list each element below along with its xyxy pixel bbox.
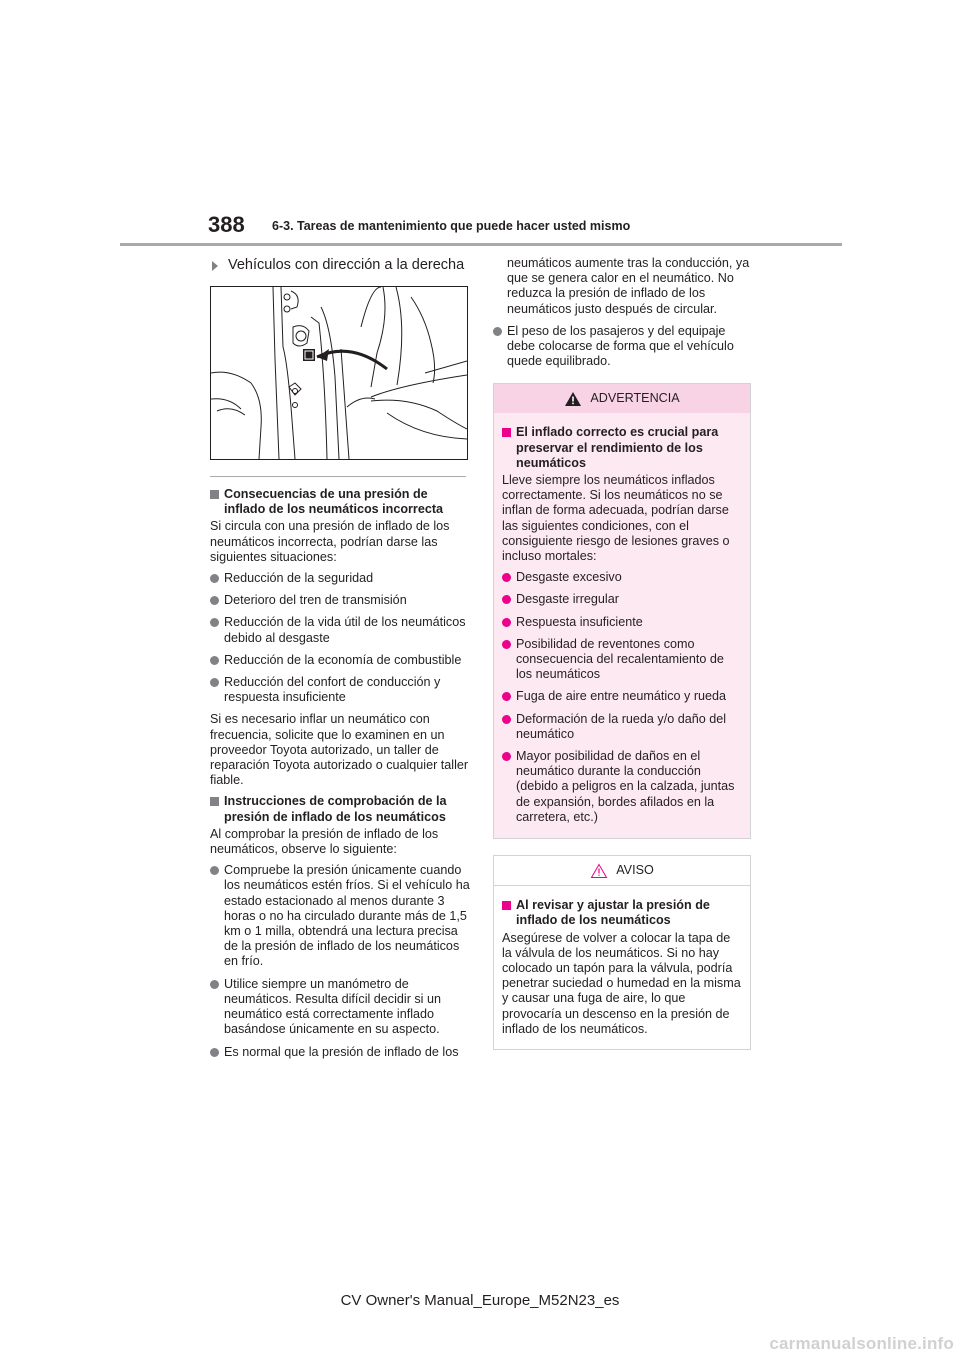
- list-item-text: Reducción del confort de conducción y respuesta insuficiente: [224, 675, 441, 705]
- list-item: [210, 977, 472, 1038]
- bullet-dot-icon: [502, 618, 511, 627]
- list-item: [502, 749, 742, 825]
- bullet-dot-icon: [502, 640, 511, 649]
- square-bullet-icon: [210, 797, 219, 806]
- bullet-dot-icon: [210, 866, 219, 875]
- notice-box: [493, 855, 751, 1050]
- bullet-dot-icon: [210, 980, 219, 989]
- notice-text: Asegúrese de volver a colocar la tapa de la válvula de los neumáticos. Si no hay colocado un tapón para la válvula, podría penetrar suciedad o humedad en la misma y causar una fuga de aire, lo que provocaría un descenso en la presión de inflado de los neumáticos.: [502, 930, 741, 1036]
- figure-heading-text: Vehículos con dirección a la derecha: [228, 257, 465, 273]
- caution-triangle-icon: [590, 863, 608, 879]
- list-item: [210, 1045, 472, 1060]
- door-pillar-illustration: [210, 286, 468, 460]
- list-item-text: Compruebe la presión únicamente cuando los neumáticos estén fríos. Si el vehículo ha estado estacionado al menos durante 3 horas o no ha circulado durante más de 1,5 km o 1 milla, obtendrá una lectura precisa de la presión de inflado de los neumáticos en frío.: [224, 863, 470, 969]
- bullet-dot-icon: [210, 618, 219, 627]
- list-item-text: Deterioro del tren de transmisión: [224, 593, 407, 608]
- bullet-dot-icon: [210, 1048, 219, 1057]
- instructions-heading-text: Instrucciones de comprobación de la presión de inflado de los neumáticos: [224, 794, 447, 824]
- figure-heading: [210, 257, 472, 274]
- list-item: [210, 593, 472, 608]
- warning-box: [493, 383, 751, 839]
- list-item: [502, 712, 742, 742]
- list-item: [502, 592, 742, 607]
- list-item-text: Desgaste excesivo: [516, 570, 622, 585]
- consequences-heading: [210, 487, 472, 517]
- list-item: [210, 863, 472, 969]
- warning-list: [502, 570, 742, 825]
- watermark: carmanualsonline.info: [769, 1334, 954, 1353]
- notice-header: [494, 856, 750, 886]
- notice-heading: [502, 898, 742, 928]
- list-item-text: Fuga de aire entre neumático y rueda: [516, 689, 727, 704]
- list-item-text: Reducción de la seguridad: [224, 571, 374, 586]
- list-item: [502, 615, 742, 630]
- bullet-dot-icon: [502, 573, 511, 582]
- bullet-dot-icon: [210, 656, 219, 665]
- section-title: 6-3. Tareas de mantenimiento que puede hacer usted mismo: [272, 219, 631, 233]
- bullet-dot-icon: [210, 574, 219, 583]
- list-item-text: El peso de los pasajeros y del equipaje debe colocarse de forma que el vehículo quede equilibrado.: [507, 323, 734, 369]
- consequences-heading-text: Consecuencias de una presión de inflado de los neumáticos incorrecta: [224, 487, 444, 517]
- list-item-text: Deformación de la rueda y/o daño del neumático: [516, 711, 727, 741]
- instructions-heading: [210, 794, 472, 824]
- bullet-dot-icon: [493, 327, 502, 336]
- list-item-text: Reducción de la economía de combustible: [224, 652, 462, 667]
- arrow-bullet-icon: [212, 261, 218, 271]
- footer-manual-id: CV Owner's Manual_Europe_M52N23_es: [340, 1292, 620, 1309]
- notice-heading-text: Al revisar y ajustar la presión de inflado de los neumáticos: [516, 898, 710, 928]
- page-number: 388: [208, 212, 245, 237]
- consequences-outro: Si es necesario inflar un neumático con frecuencia, solicite que lo examinen en un proveedor Toyota autorizado, un taller de reparación Toyota autorizado o cualquier taller fiable.: [210, 712, 469, 788]
- list-item: [210, 675, 472, 705]
- list-item-text: Desgaste irregular: [516, 592, 619, 607]
- warning-body: [494, 413, 750, 838]
- list-item-text: Respuesta insuficiente: [516, 614, 643, 629]
- right-column: [493, 256, 751, 1066]
- load-list: [493, 324, 751, 370]
- header-rule: [120, 243, 842, 246]
- bullet-dot-icon: [502, 752, 511, 761]
- warning-heading-text: El inflado correcto es crucial para preservar el rendimiento de los neumáticos: [516, 425, 719, 470]
- list-item-text: Mayor posibilidad de daños en el neumático durante la conducción (debido a peligros en la calzada, juntas de expansión, bordes afilados en la carretera, etc.): [516, 749, 735, 824]
- warning-title: ADVERTENCIA: [590, 391, 680, 406]
- list-item: [493, 324, 751, 370]
- square-bullet-icon: [502, 428, 511, 437]
- tire-label-location-drawing: [211, 287, 467, 459]
- warning-triangle-icon: [564, 391, 582, 407]
- notice-body: [494, 886, 750, 1049]
- list-item: [502, 570, 742, 585]
- list-item-text: Reducción de la vida útil de los neumáticos debido al desgaste: [224, 615, 466, 645]
- bullet-dot-icon: [210, 678, 219, 687]
- list-item: [210, 571, 472, 586]
- list-item: [210, 615, 472, 645]
- warning-header: [494, 384, 750, 413]
- consequences-list: [210, 571, 472, 705]
- list-item-text: Es normal que la presión de inflado de los: [224, 1044, 459, 1059]
- warning-intro: Lleve siempre los neumáticos inflados correctamente. Si los neumáticos no se inflan de forma adecuada, podrían darse las siguientes condiciones, con el consiguiente riesgo de lesiones graves o incluso mortales:: [502, 473, 730, 564]
- figure-divider: [210, 476, 466, 477]
- bullet-dot-icon: [502, 692, 511, 701]
- list-item-text: Utilice siempre un manómetro de neumáticos. Resulta difícil decidir si un neumático está correctamente inflado basándose únicamente en su aspecto.: [224, 976, 441, 1037]
- instructions-list: [210, 863, 472, 1059]
- consequences-intro: Si circula con una presión de inflado de los neumáticos incorrecta, podrían darse las siguientes situaciones:: [210, 519, 450, 564]
- list-item: [502, 689, 742, 704]
- bullet-dot-icon: [502, 595, 511, 604]
- bullet-dot-icon: [502, 715, 511, 724]
- bullet-dot-icon: [210, 596, 219, 605]
- square-bullet-icon: [502, 901, 511, 910]
- square-bullet-icon: [210, 490, 219, 499]
- instructions-intro: Al comprobar la presión de inflado de los neumáticos, observe lo siguiente:: [210, 826, 439, 857]
- continuation-text: neumáticos aumente tras la conducción, ya que se genera calor en el neumático. No reduzca la presión de inflado de los neumáticos justo después de circular.: [507, 256, 750, 316]
- list-item-text: Posibilidad de reventones como consecuencia del recalentamiento de los neumáticos: [516, 636, 724, 682]
- notice-title: AVISO: [616, 862, 654, 877]
- list-item: [502, 637, 742, 683]
- list-item: [210, 653, 472, 668]
- left-column: [210, 256, 472, 1067]
- warning-heading: [502, 425, 742, 471]
